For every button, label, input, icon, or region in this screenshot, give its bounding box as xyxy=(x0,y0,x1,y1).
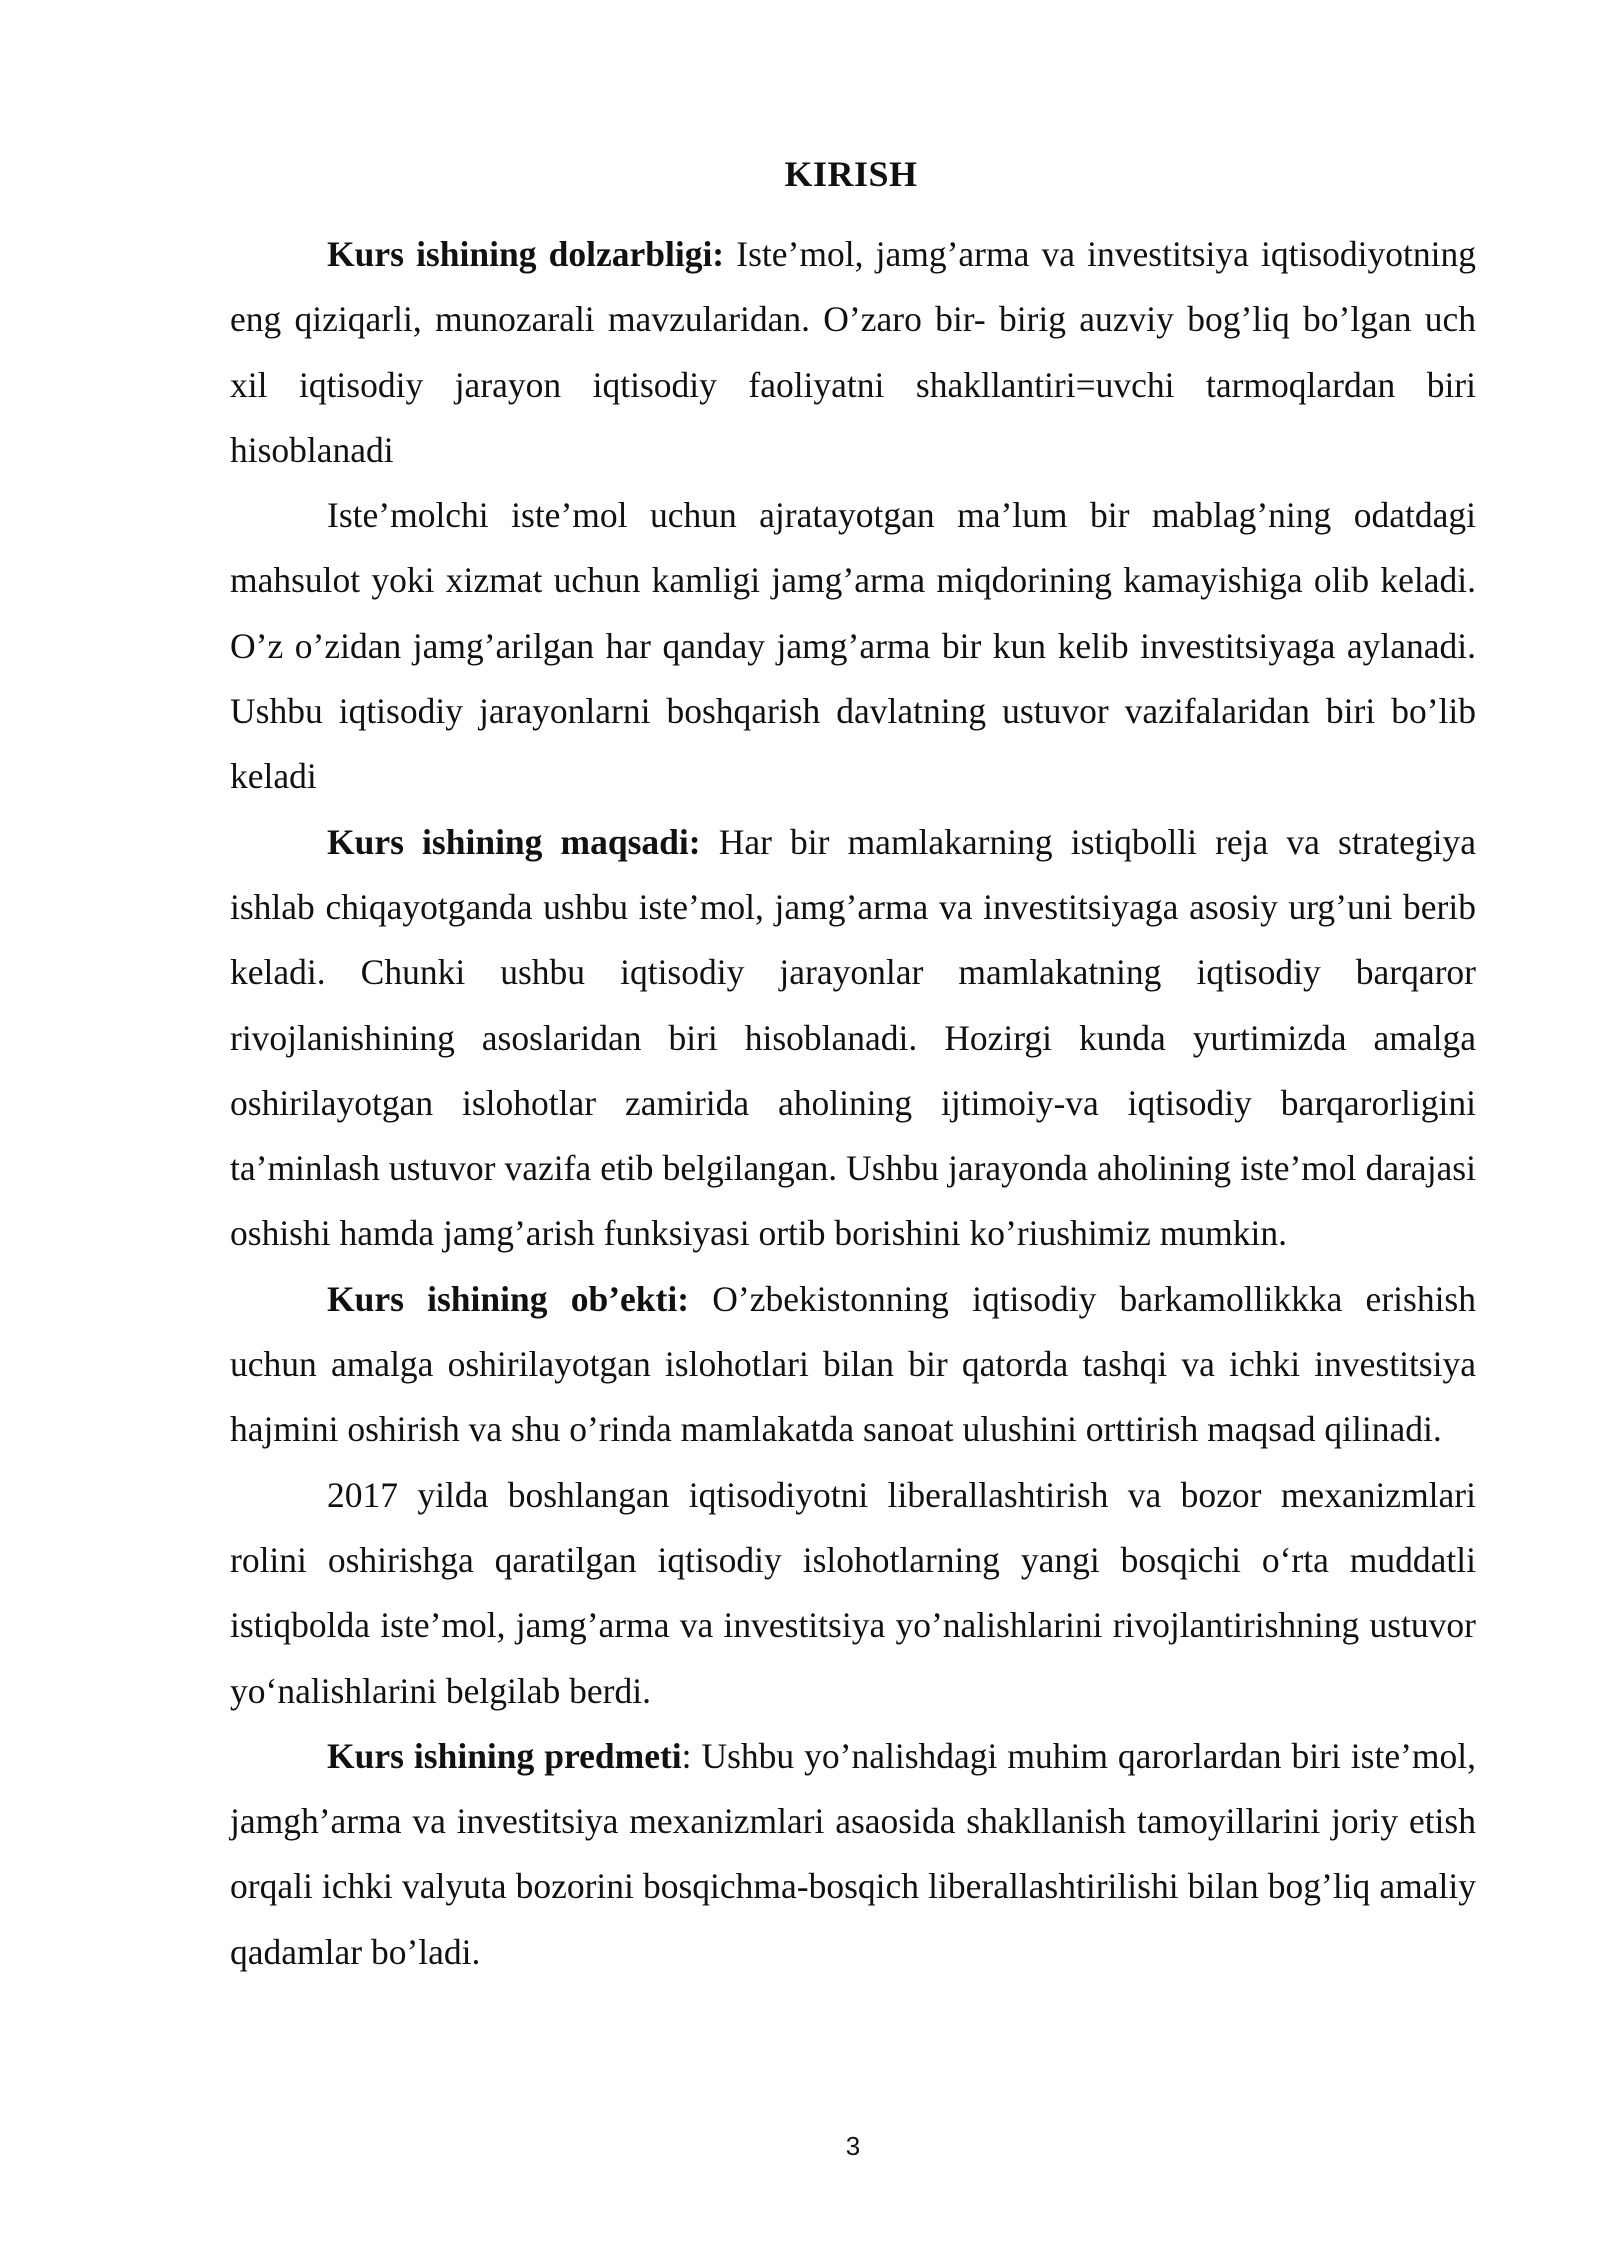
paragraph-istemolchi xyxy=(230,483,1476,809)
page-title: KIRISH xyxy=(784,154,918,194)
paragraph-text: Iste’mol, jamg’arma va investitsiya iqtisodiyotning eng qiziqarli, munozarali mavzularidan. O’zaro bir- birig auzviy bog’liq bo’lgan uch xil iqtisodiy jarayon iqtisodiy faoliyatni shakllantiri=uvchi tarmoqlardan biri hisoblanadi xyxy=(230,234,1477,470)
paragraph-maqsadi xyxy=(230,810,1476,1267)
paragraph-text: Har bir mamlakarning istiqbolli reja va strategiya ishlab chiqayotganda ushbu iste’mol, jamg’arma va investitsiyaga asosiy urg’uni berib keladi. Chunki ushbu iqtisodiy jarayonlar mamlakatning iqtisodiy barqaror rivojlanishining asoslaridan biri hisoblanadi. Hozirgi kunda yurtimizda amalga oshirilayotgan islohotlar zamirida aholining ijtimoiy-va iqtisodiy barqarorligini ta’minlash ustuvor vazifa etib belgilangan. Ushbu jarayonda aholining iste’mol darajasi oshishi hamda jamg’arish funksiyasi ortib borishini ko’riushimiz mumkin. xyxy=(230,821,1476,1254)
paragraph-lead: Kurs ishining maqsadi: xyxy=(327,821,701,862)
paragraph-text: O’zbekistonning iqtisodiy barkamollikkka erishish uchun amalga oshirilayotgan islohotlari bilan bir qatorda tashqi va ichki investitsiya hajmini oshirish va shu o’rinda mamlakatda sanoat ulushini orttirish maqsad qilinadi. xyxy=(230,1278,1476,1450)
body-text xyxy=(230,222,1476,1985)
paragraph-text: : Ushbu yo’nalishdagi muhim qarorlardan biri iste’mol, jamgh’arma va investitsiya mexanizmlari asaosida shakllanish tamoyillarini joriy etish orqali ichki valyuta bozorini bosqichma-bosqich liberallashtirilishi bilan bog’liq amaliy qadamlar bo’ladi. xyxy=(230,1735,1476,1972)
paragraph-obekti xyxy=(230,1267,1476,1463)
paragraph-2017 xyxy=(230,1463,1476,1724)
paragraph-lead: Kurs ishining ob’ekti: xyxy=(327,1278,690,1319)
paragraph-dolzarbligi xyxy=(230,222,1476,483)
paragraph-lead: Kurs ishining dolzarbligi: xyxy=(327,234,725,274)
paragraph-lead: Kurs ishining predmeti xyxy=(327,1735,682,1776)
page-number: 3 xyxy=(845,2131,861,2161)
paragraph-predmeti xyxy=(230,1724,1476,1985)
paragraph-text: Iste’molchi iste’mol uchun ajratayotgan ma’lum bir mablag’ning odatdagi mahsulot yoki xizmat uchun kamligi jamg’arma miqdorining kamayishiga olib keladi. O’z o’zidan jamg’arilgan har qanday jamg’arma bir kun kelib investitsiyaga aylanadi. Ushbu iqtisodiy jarayonlarni boshqarish davlatning ustuvor vazifalaridan biri bo’lib keladi xyxy=(230,495,1476,797)
paragraph-text: 2017 yilda boshlangan iqtisodiyotni liberallashtirish va bozor mexanizmlari rolini oshirishga qaratilgan iqtisodiy islohotlarning yangi bosqichi o‘rta muddatli istiqbolda iste’mol, jamg’arma va investitsiya yo’nalishlarini rivojlantirishning ustuvor yo‘nalishlarini belgilab berdi. xyxy=(230,1474,1476,1711)
